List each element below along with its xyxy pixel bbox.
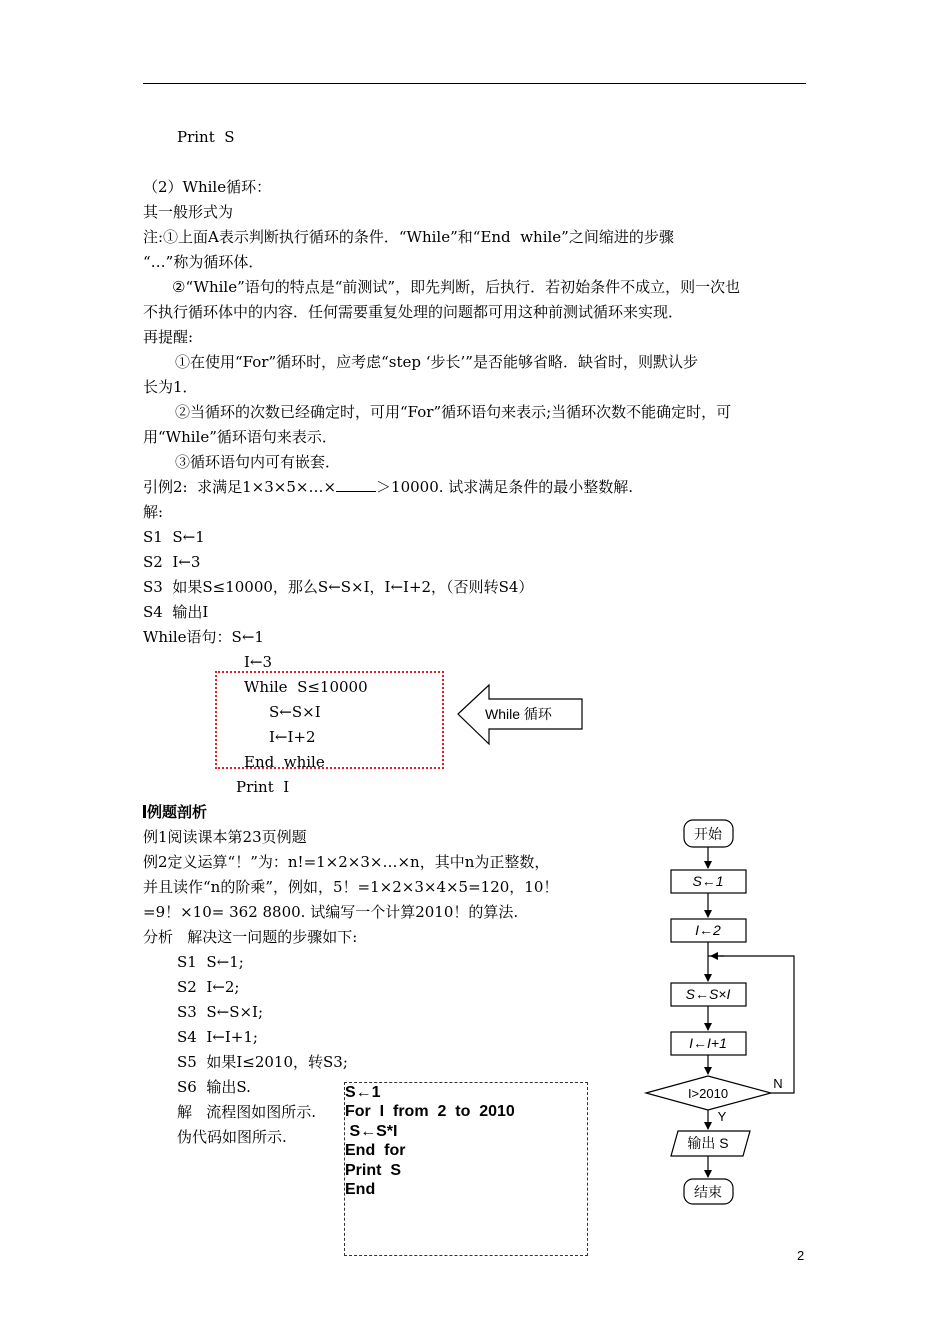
ex2-text-b: ＞10000. 试求满足条件的最小整数解. [376,478,634,496]
while-statement: While语句：S←1 [143,628,264,646]
code-s-mult: S←S×I [269,703,321,721]
code-i-incr: I←I+2 [269,728,316,746]
cond-label: I>2010 [687,1086,729,1101]
remind-2: ②当循环的次数已经确定时，可用“For”循环语句来表示;当循环次数不能确定时，可 [175,403,732,421]
header-rule [143,83,806,84]
analysis-s3: S3 S←S×I; [177,1003,264,1021]
note-1b: “…”称为循环体． [143,253,264,271]
code-end-while: End while [244,753,325,771]
callout-label: While 循环 [485,706,552,722]
end-label: 结束 [694,1184,722,1200]
init-i-label: I←2 [695,922,721,938]
while-callout-arrow [457,683,584,747]
analysis-s2: S2 I←2; [177,978,240,996]
heading-marker [143,805,146,818]
loop-back-line [708,956,794,1093]
example-heading-text: 例题剖析 [147,803,208,821]
while-heading: （2）While循环： [143,178,272,196]
pseudo-line-1: S←1 [345,1084,381,1101]
step-s4: S4 输出I [143,603,209,621]
pseudo-line-5: Print S [345,1162,402,1179]
note-2b: 不执行循环体中的内容．任何需要重复处理的问题都可用这种前测试循环来实现． [143,303,684,321]
start-label: 开始 [694,826,722,842]
remind-1: ①在使用“For”循环时，应考虑“step ‘步长’”是否能够省略．缺省时，则默认步 [175,353,698,371]
solution-flowchart-note: 解 流程图如图所示. [177,1103,317,1121]
pseudo-line-6: End [345,1181,376,1198]
pseudo-line-4: End for [345,1142,406,1159]
remind-heading: 再提醒: [143,328,194,346]
step-s2: S2 I←3 [143,553,201,571]
code-while: While S≤10000 [244,678,368,696]
remind-3: ③循环语句内可有嵌套． [175,453,341,471]
analysis-heading: 分析 解决这一问题的步骤如下: [143,928,358,946]
example-2-line1: 例2定义运算“！”为：n!=1×2×3×…×n，其中n为正整数， [143,853,550,871]
example-2-line2: 并且读作“n的阶乘”，例如，5！=1×2×3×4×5=120，10！ [143,878,559,896]
note-1: 注:①上面A表示判断执行循环的条件．“While”和“End while”之间缩进的步骤 [143,228,674,246]
flowchart [640,815,805,1210]
note-2: ②“While”语句的特点是“前测试”，即先判断，后执行．若初始条件不成立，则一次也 [172,278,741,296]
mult-label: S←S×I [685,986,731,1002]
page-number: 2 [797,1248,805,1263]
general-form: 其一般形式为 [143,203,234,221]
yes-label: Y [717,1109,727,1124]
remind-2b: 用“While”循环语句来表示． [143,428,337,446]
output-label: 输出 S [687,1135,729,1151]
example-2-line3: =9！×10= 362 8800. 试编写一个计算2010！的算法. [143,903,519,921]
example-1: 例1阅读课本第23页例题 [143,828,307,846]
pseudo-line-2: For I from 2 to 2010 [345,1103,515,1120]
solution-label: 解: [143,503,164,521]
code-print-s: Print S [177,128,235,146]
analysis-s4: S4 I←I+1; [177,1028,258,1046]
example-heading [143,802,207,822]
example-intro-2 [143,477,633,497]
solution-pseudocode-note: 伪代码如图所示. [177,1128,287,1146]
code-i3: I←3 [244,653,273,671]
no-label: N [773,1076,783,1091]
remind-1b: 长为1． [143,378,198,396]
pseudo-line-3: S←S*I [345,1123,398,1140]
analysis-s6: S6 输出S. [177,1078,251,1096]
code-print-i: Print I [236,778,290,796]
init-s-label: S←1 [692,873,724,889]
ex2-text-a: 引例2: 求满足1×3×5×…× [143,478,337,496]
incr-label: I←I+1 [689,1035,727,1051]
answer-blank [336,477,376,492]
step-s1: S1 S←1 [143,528,205,546]
analysis-s5: S5 如果I≤2010，转S3; [177,1053,348,1071]
step-s3: S3 如果S≤10000，那么S←S×I，I←I+2，（否则转S4） [143,578,534,596]
analysis-s1: S1 S←1; [177,953,244,971]
